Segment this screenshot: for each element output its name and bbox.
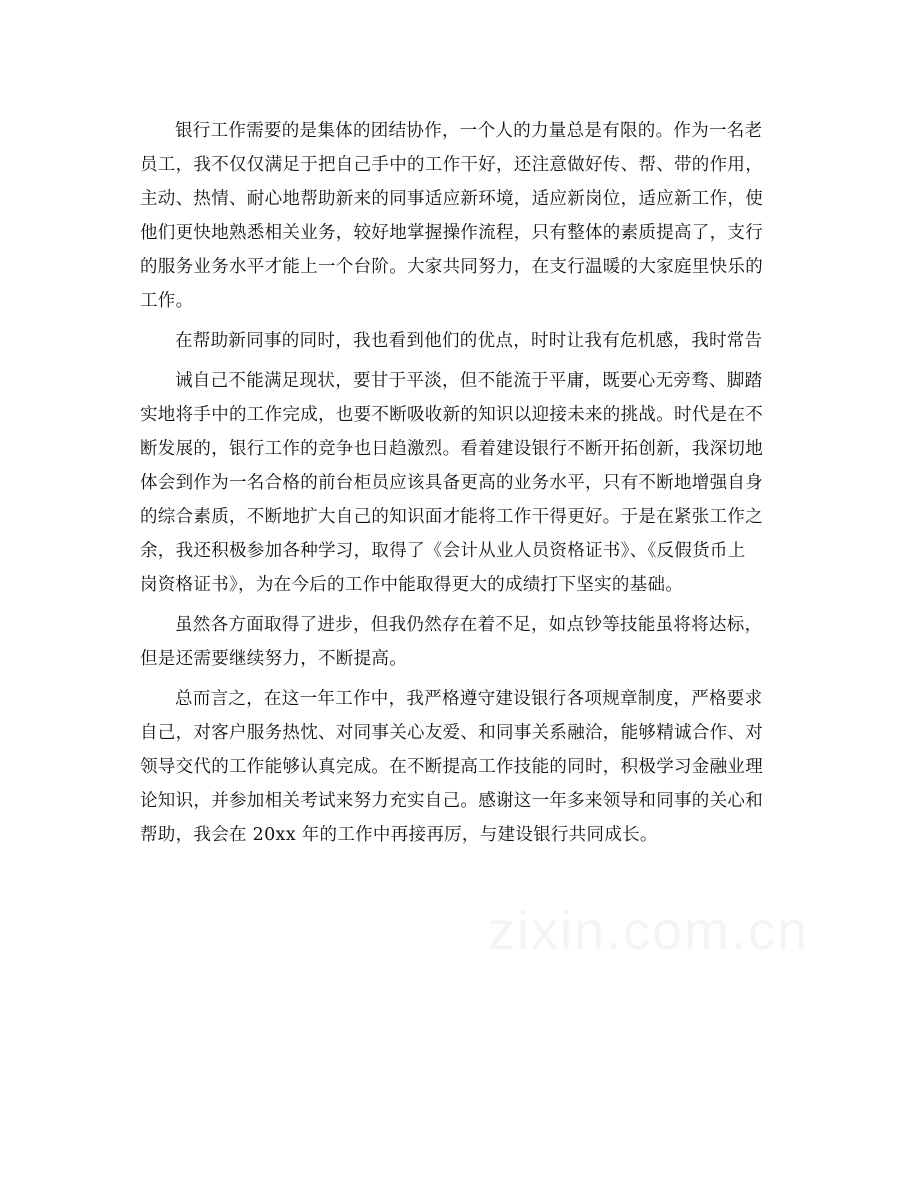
paragraph-1-line-4: 他们更快地熟悉相关业务，较好地掌握操作流程，只有整体的素质提高了，支行 — [140, 223, 763, 243]
watermark: zixin.com.cn — [488, 901, 810, 961]
paragraph-2-line-8: 岗资格证书》，为在今后的工作中能取得更大的成绩打下坚实的基础。 — [140, 575, 684, 595]
paragraph-3-line-1: 虽然各方面取得了进步，但我仍然存在着不足，如点钞等技能虽将将达标， — [175, 615, 763, 635]
paragraph-2-line-1: 在帮助新同事的同时，我也看到他们的优点，时时让我有危机感，我时常告 — [175, 331, 763, 351]
paragraph-2-line-6: 的综合素质，不断地扩大自己的知识面才能将工作干得更好。于是在紧张工作之 — [140, 507, 763, 527]
paragraph-1-line-1: 银行工作需要的是集体的团结协作，一个人的力量总是有限的。作为一名老 — [175, 121, 763, 141]
paragraph-3-line-2: 但是还需要继续努力，不断提高。 — [140, 649, 407, 669]
paragraph-1-line-3: 主动、热情、耐心地帮助新来的同事适应新环境，适应新岗位，适应新工作，使 — [140, 189, 763, 209]
paragraph-4-line-4: 论知识，并参加相关考试来努力充实自己。感谢这一年多来领导和同事的关心和 — [140, 791, 763, 811]
paragraph-4-line-1: 总而言之，在这一年工作中，我严格遵守建设银行各项规章制度，严格要求 — [175, 689, 763, 709]
paragraph-1-line-5: 的服务业务水平才能上一个台阶。大家共同努力，在支行温暖的大家庭里快乐的 — [140, 257, 763, 277]
paragraph-4-line-2: 自己，对客户服务热忱、对同事关心友爱、和同事关系融洽，能够精诚合作、对 — [140, 723, 763, 743]
paragraph-2-line-7: 余，我还积极参加各种学习，取得了《会计从业人员资格证书》、《反假货币上 — [140, 541, 746, 561]
paragraph-4-line-3: 领导交代的工作能够认真完成。在不断提高工作技能的同时，积极学习金融业理 — [140, 757, 763, 777]
paragraph-4-line-5: 帮助，我会在 20xx 年的工作中再接再厉，与建设银行共同成长。 — [140, 825, 658, 845]
paragraph-1-line-2: 员工，我不仅仅满足于把自己手中的工作干好，还注意做好传、帮、带的作用， — [140, 155, 763, 175]
paragraph-2-line-5: 体会到作为一名合格的前台柜员应该具备更高的业务水平，只有不断地增强自身 — [140, 473, 763, 493]
paragraph-1-line-6: 工作。 — [140, 291, 194, 311]
paragraph-2-line-3: 实地将手中的工作完成，也要不断吸收新的知识以迎接未来的挑战。时代是在不 — [140, 405, 763, 425]
paragraph-2-line-2: 诫自己不能满足现状，要甘于平淡，但不能流于平庸，既要心无旁骛、脚踏 — [175, 371, 763, 391]
paragraph-2-line-4: 断发展的，银行工作的竞争也日趋激烈。看着建设银行不断开拓创新，我深切地 — [140, 439, 763, 459]
